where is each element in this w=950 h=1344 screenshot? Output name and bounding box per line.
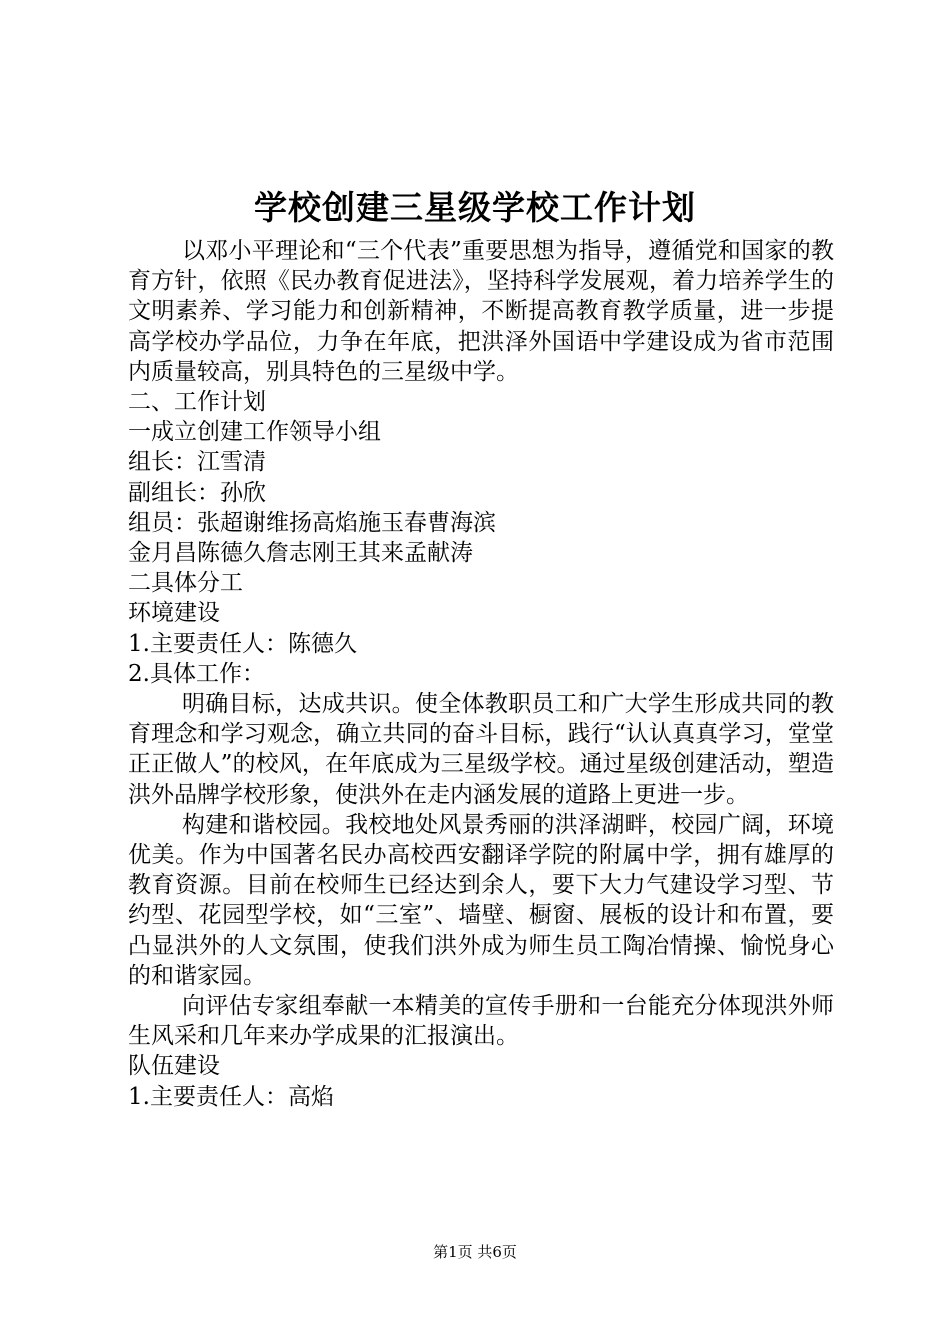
document-title: 学校创建三星级学校工作计划 — [254, 188, 696, 227]
intro-paragraph: 以邓小平理论和“三个代表”重要思想为指导，遵循党和国家的教育方针，依照《民办教育促进法》，坚持科学发展观，着力培养学生的文明素养、学习能力和创新精神，不断提高教育教学质量，进一步提高学校办学品位，力争在年底，把洪泽外国语中学建设成为省市范围内质量较高，别具特色的三星级中学。 — [128, 238, 834, 385]
document-body — [128, 236, 834, 1112]
section-heading-work-plan: 二、工作计划 — [128, 389, 266, 416]
heading-team: 队伍建设 — [128, 1053, 220, 1080]
subsection-leadership-group: 一成立创建工作领导小组 — [128, 419, 381, 446]
environment-responsible-person: 1.主要责任人：陈德久 — [128, 630, 357, 657]
group-leader-line: 组长：江雪清 — [128, 449, 266, 476]
brochure-paragraph: 向评估专家组奉献一本精美的宣传手册和一台能充分体现洪外师生风采和几年来办学成果的汇报演出。 — [128, 993, 834, 1050]
members-line-1: 组员：张超谢维扬高焰施玉春曹海滨 — [128, 509, 496, 536]
campus-paragraph: 构建和谐校园。我校地处风景秀丽的洪泽湖畔，校园广阔，环境优美。作为中国著名民办高校西安翻译学院的附属中学，拥有雄厚的教育资源。目前在校师生已经达到余人，要下大力气建设学习型、节约型、花园型学校，如“三室”、墙壁、橱窗、展板的设计和布置，要凸显洪外的人文氛围，使我们洪外成为师生员工陶冶情操、愉悦身心的和谐家园。 — [128, 811, 834, 989]
team-responsible-person: 1.主要责任人：高焰 — [128, 1083, 334, 1110]
environment-tasks-label: 2.具体工作： — [128, 660, 265, 687]
deputy-leader-line: 副组长：孙欣 — [128, 479, 266, 506]
subsection-division-of-work: 二具体分工 — [128, 570, 243, 597]
goals-paragraph: 明确目标，达成共识。使全体教职员工和广大学生形成共同的教育理念和学习观念，确立共同的奋斗目标，践行“认认真真学习，堂堂正正做人”的校风，在年底成为三星级学校。通过星级创建活动，塑造洪外品牌学校形象，使洪外在走内涵发展的道路上更进一步。 — [128, 691, 834, 808]
members-line-2: 金月昌陈德久詹志刚王其来孟献涛 — [128, 540, 473, 567]
heading-environment: 环境建设 — [128, 600, 220, 627]
page-number-footer: 第1页 共6页 — [433, 1243, 517, 1261]
